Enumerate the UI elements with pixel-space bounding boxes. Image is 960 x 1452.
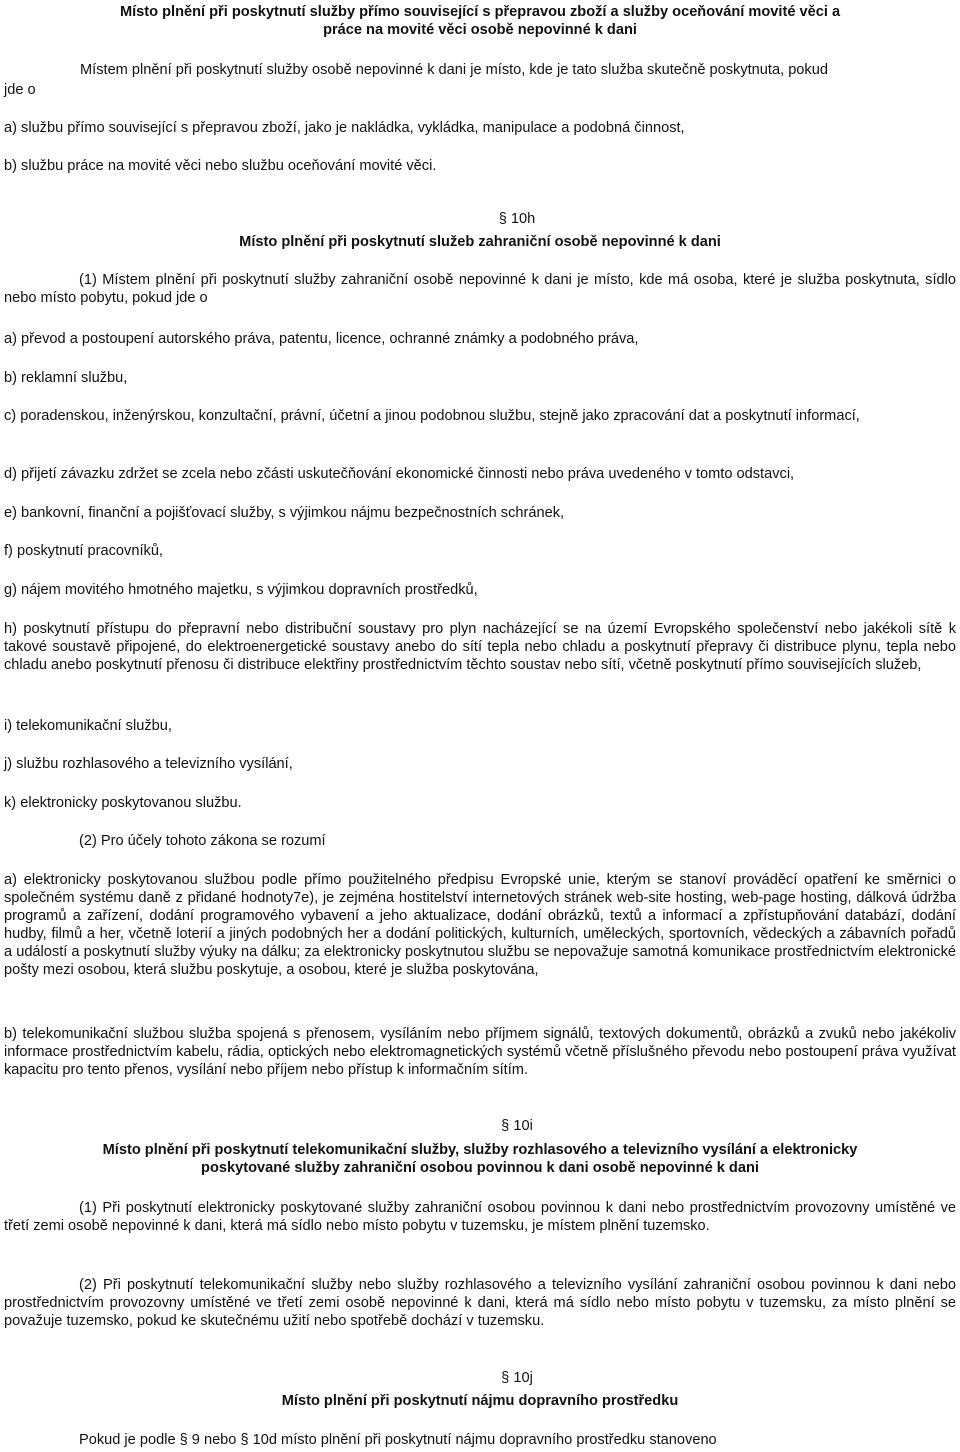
- paragraph: (2) Pro účely tohoto zákona se rozumí: [79, 833, 326, 849]
- list-item: i) telekomunikační službu,: [4, 718, 172, 734]
- list-item: g) nájem movitého hmotného majetku, s výjimkou dopravních prostředků,: [4, 582, 478, 598]
- list-item: k) elektronicky poskytovanou službu.: [4, 795, 242, 811]
- list-item: d) přijetí závazku zdržet se zcela nebo zčásti uskutečňování ekonomické činnosti nebo práva uvedeného v tomto odstavci,: [4, 466, 795, 482]
- list-item: b) reklamní službu,: [4, 370, 128, 386]
- list-item: a) službu přímo související s přepravou zboží, jako je nakládka, vykládka, manipulace a podobná činnost,: [4, 120, 685, 136]
- list-item: h) poskytnutí přístupu do přepravní nebo distribuční soustavy pro plyn nacházející se na území Evropského společenství nebo jakékoli sítě k takové soustavě připojené, do elektroenergetické soustavy anebo do sítí tepla nebo chladu a poskytnutí přepravy či distribuce plynu, tepla nebo chladu anebo poskytnutí přenosu či distribuce elektřiny prostřednictvím těchto soustav nebo sítí, včetně poskytnutí přímo souvisejících služeb,: [4, 621, 956, 673]
- paragraph: (1) Místem plnění při poskytnutí služby zahraniční osobě nepovinné k dani je místo, kde má osoba, které je služba poskytnuta, sídlo nebo místo pobytu, pokud jde o: [4, 272, 956, 306]
- list-item: f) poskytnutí pracovníků,: [4, 543, 163, 559]
- heading-line: Místo plnění při poskytnutí služby přímo související s přepravou zboží a služby oceňování movité věci a: [119, 4, 841, 20]
- list-item: e) bankovní, finanční a pojišťovací služby, s výjimkou nájmu bezpečnostních schránek,: [4, 505, 565, 521]
- list-item: b) službu práce na movité věci nebo službu oceňování movité věci.: [4, 158, 437, 174]
- section-heading: [4, 3, 956, 39]
- title-line: Místo plnění při poskytnutí telekomunikační služby, služby rozhlasového a televizního vysílání a elektronicky: [102, 1142, 858, 1158]
- section-mark: § 10i: [501, 1117, 533, 1134]
- list-item: b) telekomunikační službou služba spojená s přenosem, vysíláním nebo příjmem signálů, textových dokumentů, obrázků a zvuků nebo jakékoliv informace prostřednictvím kabelu, rádia, optických nebo elektromagnetických systémů včetně příslušného převodu nebo postoupení práva využívat kapacitu pro tento přenos, vysílání nebo příjem nebo přístup k informačním sítím.: [4, 1026, 956, 1078]
- paragraph: (1) Při poskytnutí elektronicky poskytované služby zahraniční osobou povinnou k dani nebo prostřednictvím provozovny umístěné ve třetí zemi osobě nepovinné k dani, která má sídlo nebo místo pobytu v tuzemsku, je místem plnění tuzemsko.: [4, 1200, 956, 1234]
- paragraph: (2) Při poskytnutí telekomunikační služby nebo služby rozhlasového a televizního vysílání zahraniční osobou povinnou k dani nebo prostřednictvím provozovny umístěné ve třetí zemi osobě nepovinné k dani, která má sídlo nebo místo pobytu v tuzemsku, za místo plnění se považuje tuzemsko, pokud ke skutečnému užití nebo spotřebě dochází v tuzemsku.: [4, 1277, 956, 1329]
- title-line: poskytované služby zahraniční osobou povinnou k dani osobě nepovinné k dani: [201, 1160, 759, 1176]
- list-item: a) převod a postoupení autorského práva, patentu, licence, ochranné známky a podobného práva,: [4, 331, 639, 347]
- section-title: [4, 1141, 956, 1177]
- heading-line: práce na movité věci osobě nepovinné k dani: [323, 22, 637, 38]
- section-title: Místo plnění při poskytnutí služeb zahraniční osobě nepovinné k dani: [239, 234, 721, 250]
- list-item: a) elektronicky poskytovanou službou podle přímo použitelného předpisu Evropské unie, kterým se stanoví prováděcí opatření ke směrnici o společném systému daně z přidané hodnoty7e), je zejména hostitelství internetových stránek web-site hosting, web-page hosting, dálková údržba programů a zařízení, dodání programového vybavení a jeho aktualizace, dodání obrázků, textů a informací a zpřístupňování databází, dodání hudby, filmů a her, včetně loterií a jiných podobných her a dodání politických, kulturních, uměleckých, sportovních, vědeckých a zábavních pořadů a událostí a poskytnutí služby výuky na dálku; za elektronicky poskytnutou službu se nepovažuje samotná komunikace prostřednictvím elektronické pošty mezi osobou, která službu poskytuje, a osobou, které je služba poskytována,: [4, 872, 956, 978]
- list-item: j) službu rozhlasového a televizního vysílání,: [4, 756, 293, 772]
- intro-paragraph: Místem plnění při poskytnutí služby osobě nepovinné k dani je místo, kde je tato služba skutečně poskytnuta, pokud: [80, 62, 828, 78]
- paragraph: Pokud je podle § 9 nebo § 10d místo plnění při poskytnutí nájmu dopravního prostředku stanoveno: [79, 1432, 717, 1448]
- intro-paragraph-continuation: jde o: [4, 82, 36, 98]
- list-item: c) poradenskou, inženýrskou, konzultační, právní, účetní a jinou podobnou službu, stejně jako zpracování dat a poskytnutí informací,: [4, 408, 860, 424]
- section-mark: § 10j: [501, 1369, 533, 1386]
- section-title: Místo plnění při poskytnutí nájmu dopravního prostředku: [281, 1393, 679, 1409]
- section-mark: § 10h: [498, 210, 536, 227]
